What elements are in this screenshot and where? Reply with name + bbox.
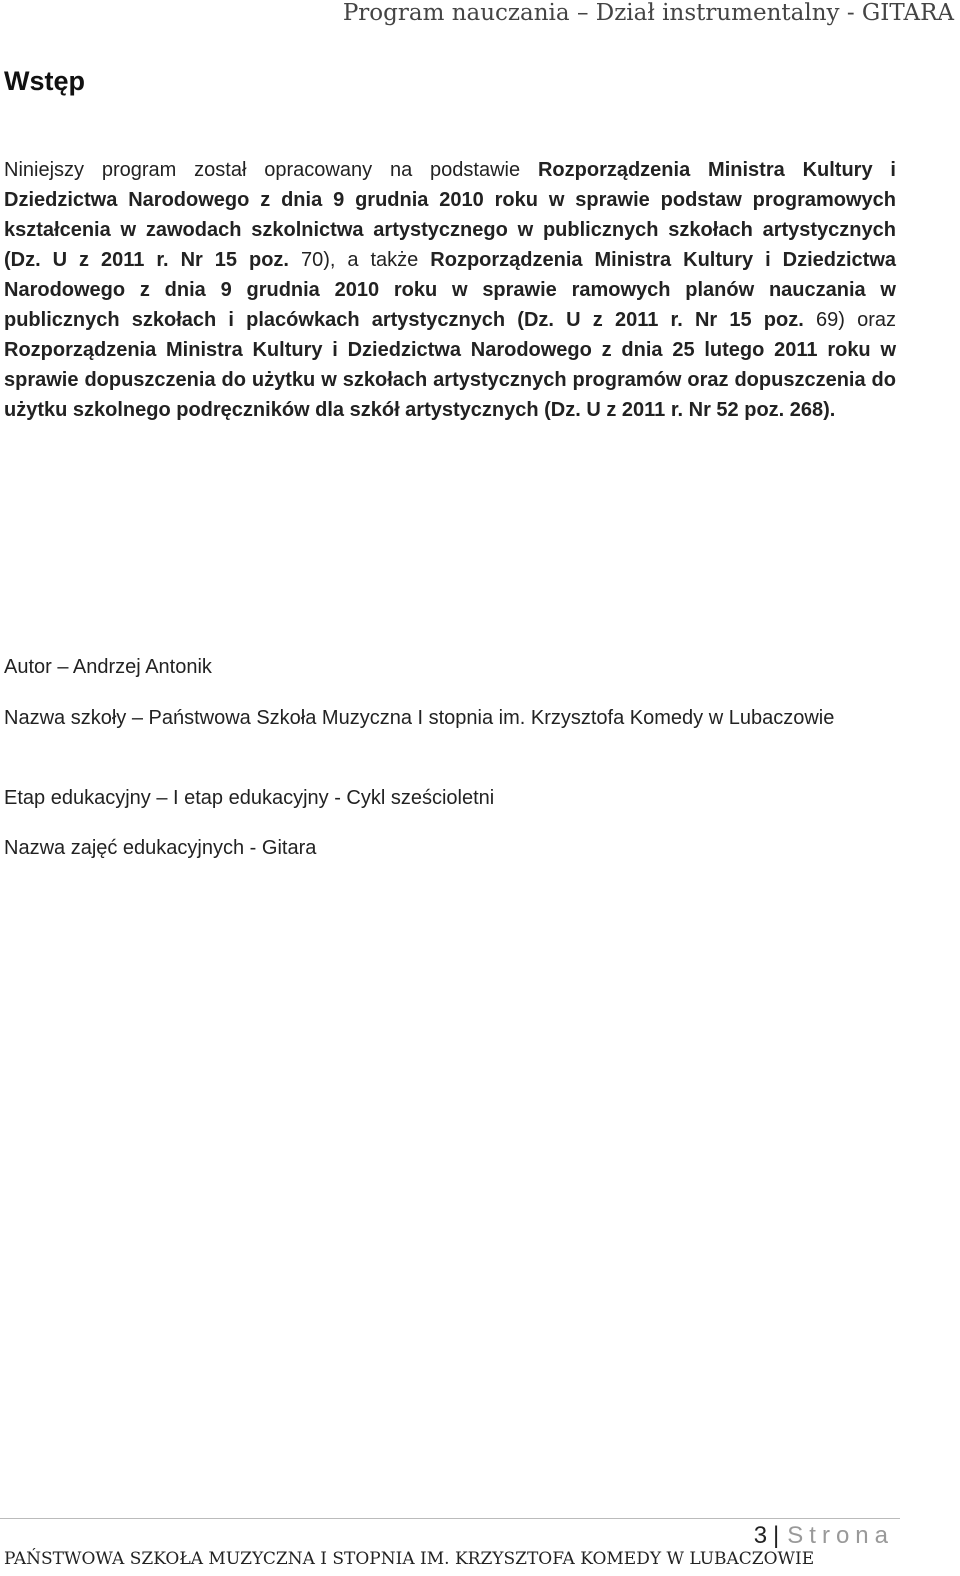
page-word: Strona: [787, 1522, 894, 1549]
education-stage-line: Etap edukacyjny – I etap edukacyjny - Cykl sześcioletni: [4, 787, 495, 809]
intro-paragraph: [4, 155, 896, 425]
footer-school-name: PAŃSTWOWA SZKOŁA MUZYCZNA I STOPNIA IM. KRZYSZTOFA KOMEDY W LUBACZOWIE: [4, 1549, 815, 1569]
subject-line: Nazwa zajęć edukacyjnych - Gitara: [4, 837, 317, 859]
intro-segment: Niniejszy program został opracowany na podstawie: [4, 159, 538, 181]
school-name-line: Nazwa szkoły – Państwowa Szkoła Muzyczna I stopnia im. Krzysztofa Komedy w Lubaczowie: [4, 707, 835, 729]
intro-segment-regulation-3: Rozporządzenia Ministra Kultury i Dziedzictwa Narodowego z dnia 25 lutego 2011 roku w sprawie dopuszczenia do użytku w szkołach artystycznych programów oraz dopuszczenia do użytku szkolnego podręczników dla szkół artystycznych (Dz. U z 2011 r. Nr 52 poz. 268).: [4, 339, 896, 421]
author-line: Autor – Andrzej Antonik: [4, 656, 212, 678]
page-number-value: 3: [753, 1522, 768, 1549]
footer-divider: [0, 1518, 900, 1519]
intro-segment: 69) oraz: [803, 309, 896, 331]
intro-segment-regulation-2: Rozporządzenia Ministra Kultury i Dziedzictwa Narodowego z dnia 9 grudnia 2010 roku w sprawie ramowych planów nauczania w publicznych szkołach i placówkach artystycznych (Dz. U z 2011 r. Nr 15 poz.: [4, 249, 896, 331]
page-number-separator: |: [773, 1522, 780, 1549]
page-number: [754, 1522, 894, 1550]
running-header: Program nauczania – Dział instrumentalny - GITARA: [342, 0, 954, 26]
intro-segment: 70), a także: [289, 249, 431, 271]
section-heading: Wstęp: [4, 66, 85, 96]
intro-segment-regulation-1: Rozporządzenia Ministra Kultury i Dziedzictwa Narodowego z dnia 9 grudnia 2010 roku w sprawie podstaw programowych kształcenia w zawodach szkolnictwa artystycznego w publicznych szkołach artystycznych (Dz. U z 2011 r. Nr 15 poz.: [4, 159, 896, 271]
